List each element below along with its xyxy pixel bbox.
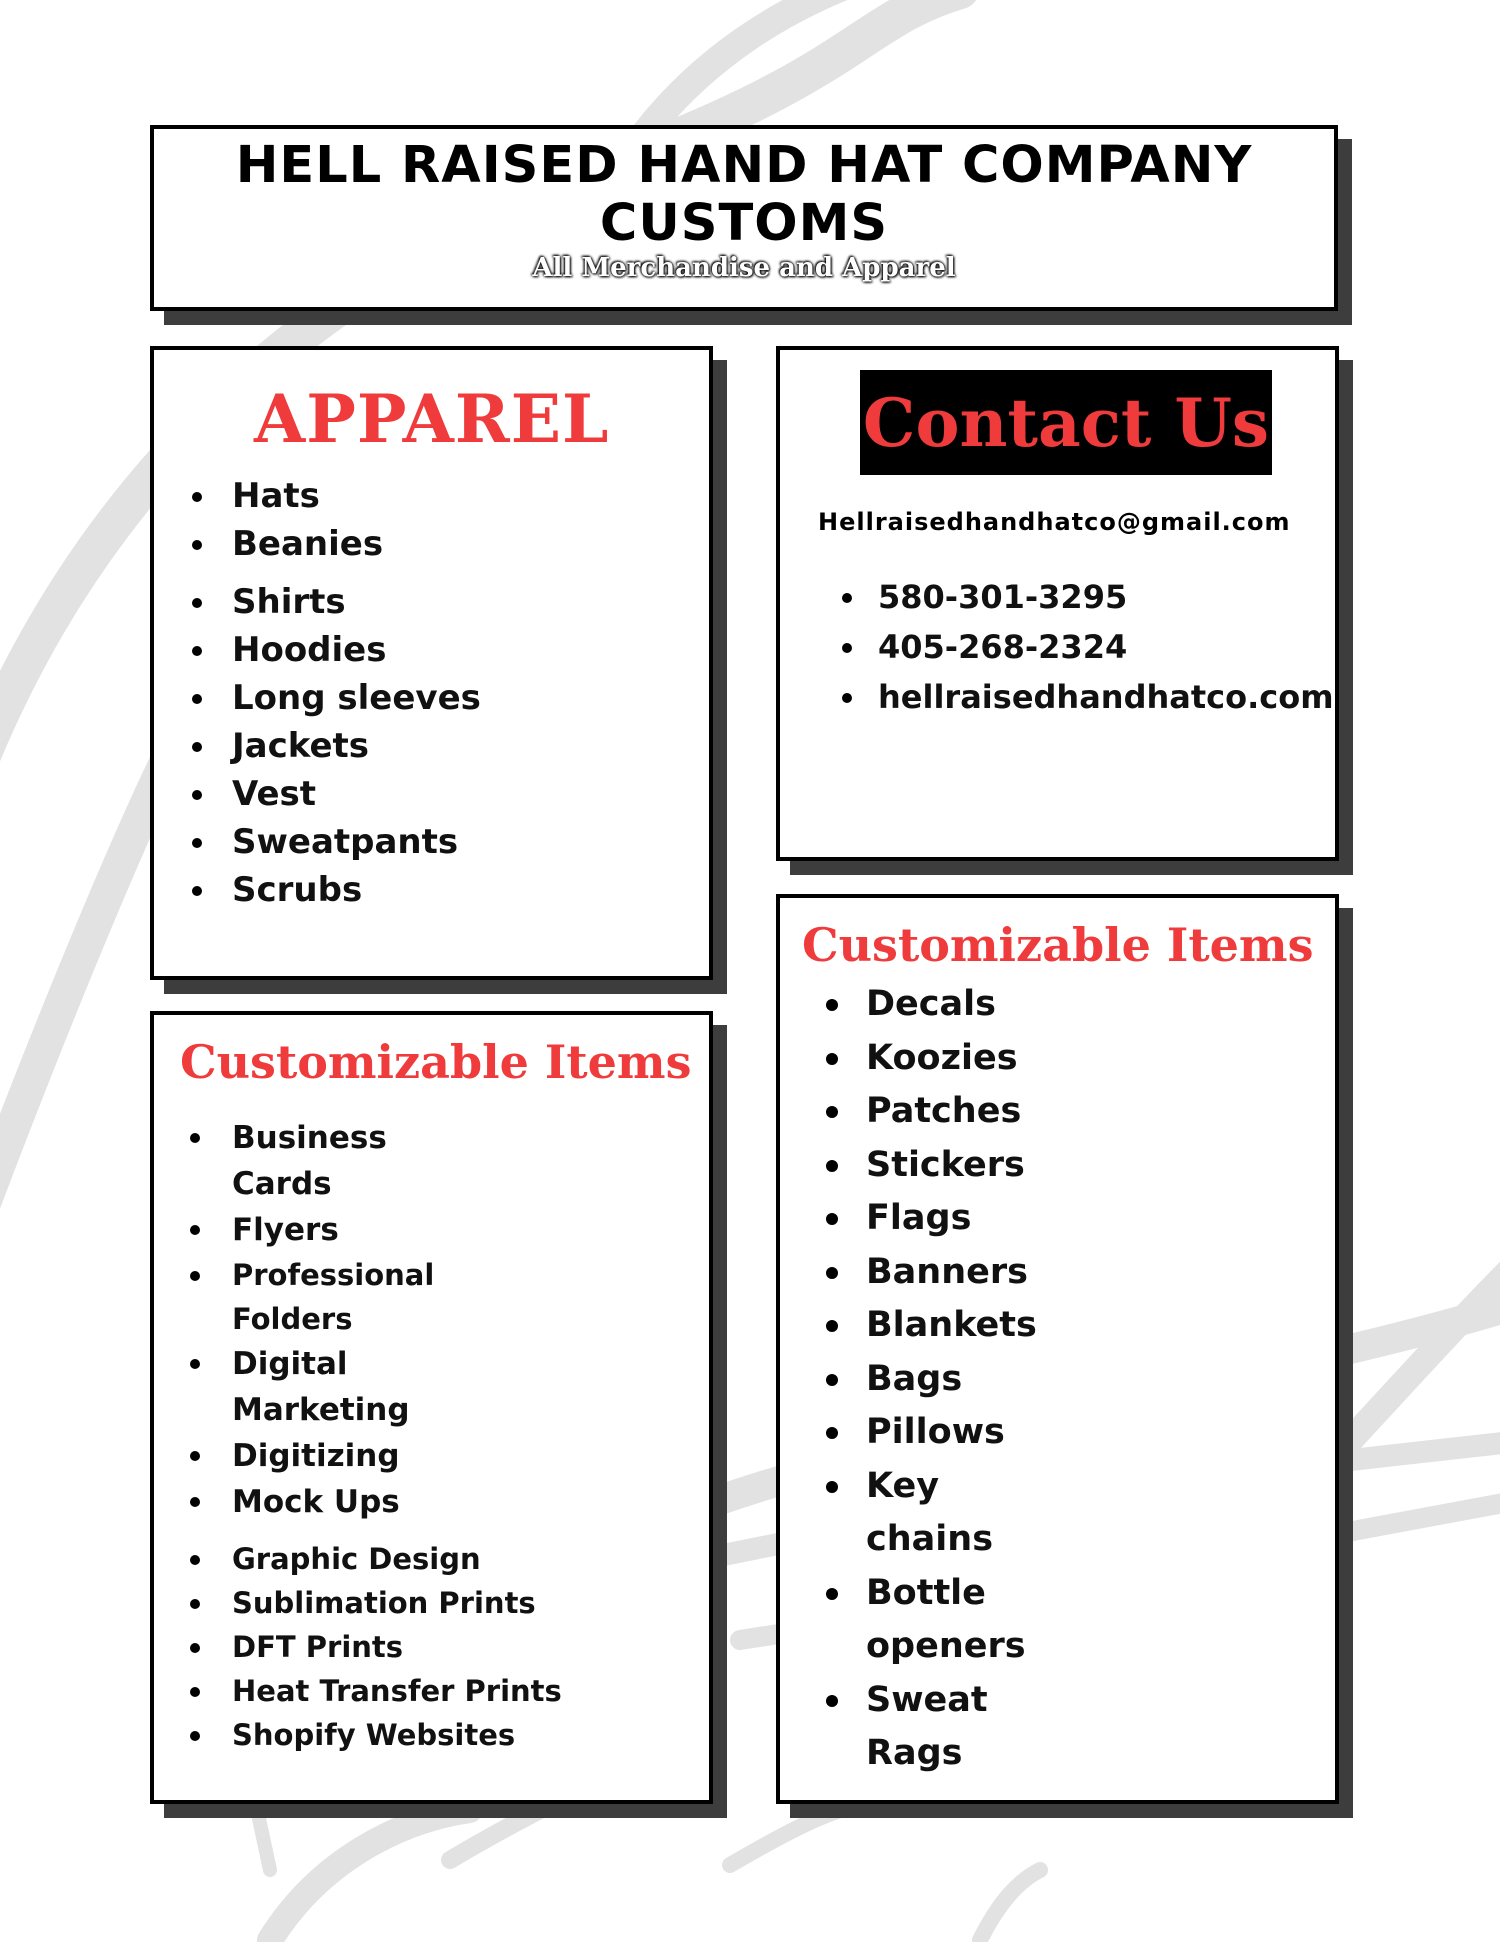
list-item: Hats — [192, 472, 481, 520]
contact-list — [842, 572, 1334, 722]
list-item: Digital Marketing — [190, 1341, 410, 1433]
contact-box — [776, 346, 1339, 861]
contact-title-badge — [860, 370, 1272, 475]
page-title — [154, 137, 1334, 253]
list-item: Shopify Websites — [190, 1713, 690, 1757]
list-item: Heat Transfer Prints — [190, 1669, 690, 1713]
apparel-title: APPAREL — [254, 380, 610, 458]
customizable-items-right-box — [776, 894, 1339, 1804]
list-item: Key chains — [826, 1460, 966, 1567]
header-box — [150, 125, 1338, 311]
list-item: DFT Prints — [190, 1625, 690, 1669]
customizable-items-left-box — [150, 1011, 713, 1804]
customizable-left-list — [190, 1115, 690, 1757]
apparel-list — [192, 472, 481, 914]
apparel-box — [150, 346, 713, 980]
phone-number-2[interactable]: 405-268-2324 — [842, 622, 1334, 672]
list-item: Sweat Rags — [826, 1674, 986, 1781]
list-item: Digitizing — [190, 1433, 690, 1479]
list-item: Vest — [192, 770, 481, 818]
contact-title: Contact Us — [862, 383, 1270, 462]
website-link[interactable]: hellraisedhandhatco.com — [842, 672, 1334, 722]
list-item: Shirts — [192, 578, 481, 626]
list-item: Koozies — [826, 1032, 1306, 1086]
list-item: Sublimation Prints — [190, 1581, 690, 1625]
list-item: Sweatpants — [192, 818, 481, 866]
list-item: Scrubs — [192, 866, 481, 914]
phone-number-1[interactable]: 580-301-3295 — [842, 572, 1334, 622]
list-item: Patches — [826, 1085, 1306, 1139]
list-item: Beanies — [192, 520, 481, 568]
list-item: Pillows — [826, 1406, 1306, 1460]
customizable-right-list — [826, 978, 1306, 1781]
list-item: Graphic Design — [190, 1537, 690, 1581]
list-item: Bottle openers — [826, 1567, 1046, 1674]
list-item: Professional Folders — [190, 1253, 430, 1341]
customizable-left-title: Customizable Items — [180, 1035, 692, 1089]
list-item: Mock Ups — [190, 1479, 690, 1525]
list-item: Hoodies — [192, 626, 481, 674]
page-subtitle: All Merchandise and Apparel — [532, 253, 956, 283]
list-item: Decals — [826, 978, 1306, 1032]
customizable-right-title: Customizable Items — [802, 918, 1314, 972]
list-item: Flyers — [190, 1207, 690, 1253]
contact-email[interactable]: Hellraisedhandhatco@gmail.com — [818, 508, 1291, 536]
list-item: Jackets — [192, 722, 481, 770]
list-item: Bags — [826, 1353, 1306, 1407]
list-item: Business Cards — [190, 1115, 390, 1207]
title-line-2: CUSTOMS — [599, 194, 889, 253]
list-item: Blankets — [826, 1299, 1306, 1353]
list-item: Stickers — [826, 1139, 1306, 1193]
list-item: Flags — [826, 1192, 1306, 1246]
list-item: Long sleeves — [192, 674, 481, 722]
title-line-1: HELL RAISED HAND HAT COMPANY — [235, 136, 1253, 195]
list-item: Banners — [826, 1246, 1306, 1300]
